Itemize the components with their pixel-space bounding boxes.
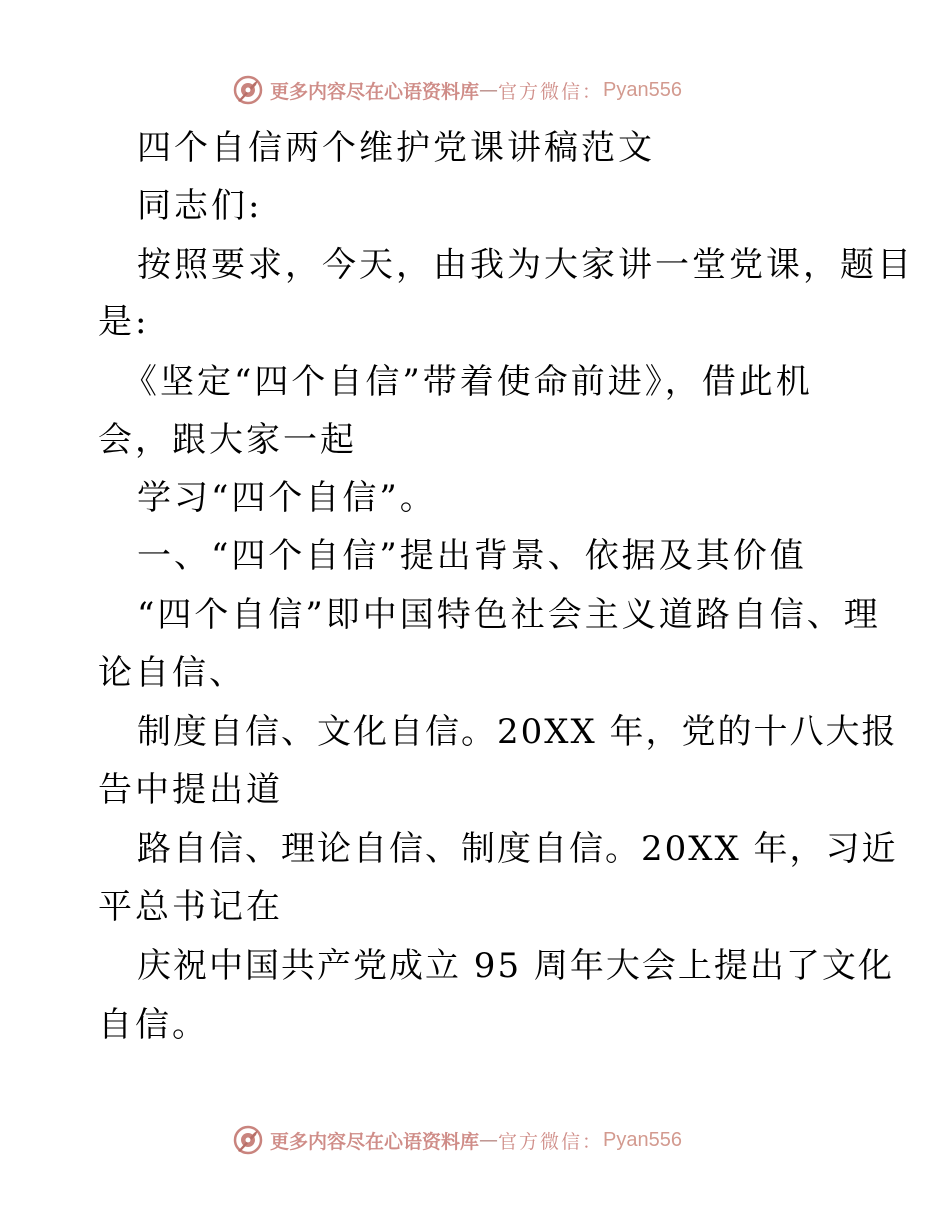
text-line: 学习“四个自信”。 [137,478,437,518]
banner-wechat-label: 官方微信： [498,1130,604,1153]
text-line: 按照要求，今天，由我为大家讲一堂党课，题目 [137,245,914,285]
text-line: 论自信、 [98,653,246,693]
section-heading: 一、“四个自信”提出背景、依据及其价值 [137,536,807,576]
text-line: 路自信、理论自信、制度自信。20XX 年，习近 [137,829,898,869]
text-line: 《坚定“四个自信”带着使命前进》，借此机 [123,362,813,402]
text-line: 平总书记在 [98,887,283,927]
text-line: 制度自信、文化自信。20XX 年，党的十八大报 [137,712,898,752]
pen-logo-icon [232,1124,264,1156]
banner-brand-text: 更多内容尽在心语资料库 [270,80,480,103]
text-line: 会，跟大家一起 [98,420,357,460]
banner-wechat-label: 官方微信： [498,80,604,103]
banner-separator: — [479,79,499,101]
text-line: “四个自信”即中国特色社会主义道路自信、理 [137,595,881,635]
banner-brand-text: 更多内容尽在心语资料库 [270,1130,480,1153]
header-watermark-banner [232,72,682,108]
text-line: 告中提出道 [98,770,283,810]
pen-logo-icon [232,74,264,106]
footer-watermark-banner [232,1122,682,1158]
text-line: 是: [98,302,150,342]
banner-wechat-id: Pyan556 [603,1128,682,1151]
text-line: 同志们: [137,186,263,226]
text-line: 自信。 [98,1005,209,1045]
text-line: 庆祝中国共产党成立 95 周年大会上提出了文化 [137,946,894,986]
banner-separator: — [479,1129,499,1151]
banner-wechat-id: Pyan556 [603,78,682,101]
document-title: 四个自信两个维护党课讲稿范文 [137,128,655,168]
